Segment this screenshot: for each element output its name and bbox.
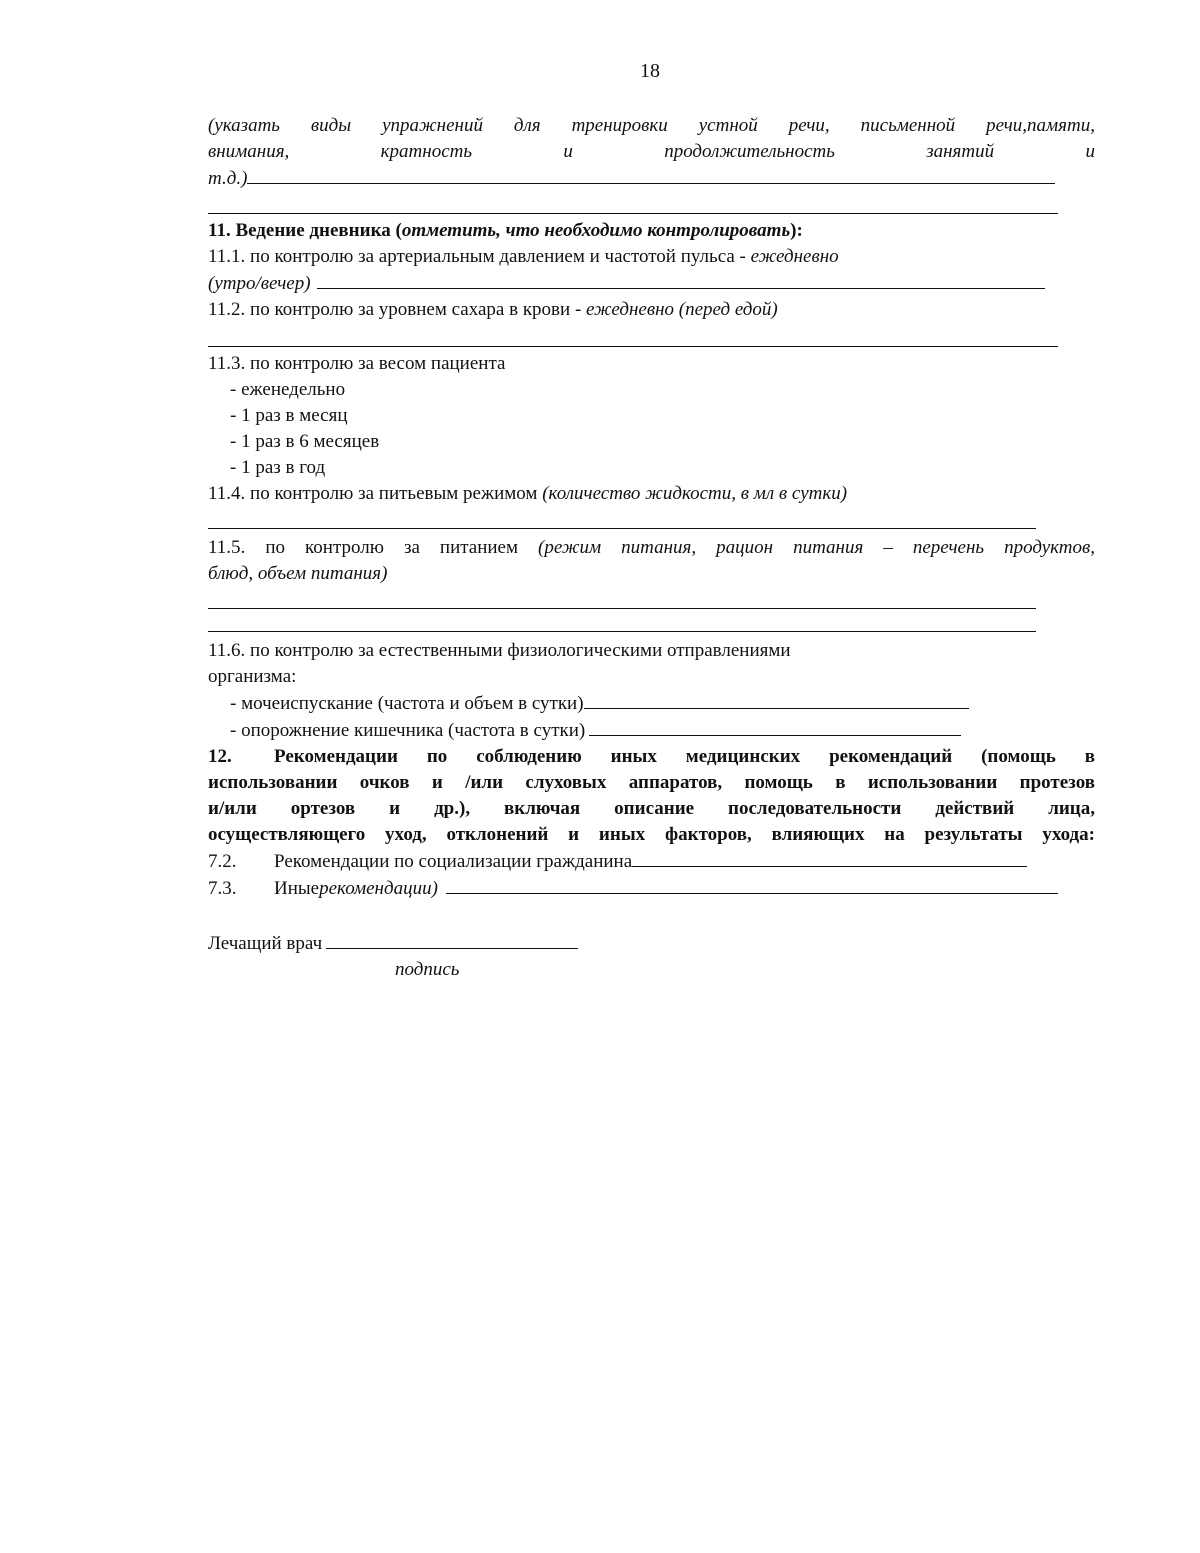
item-11-6-a-text: - мочеиспускание (частота и объем в сутки) bbox=[230, 693, 584, 714]
signature-fill-line[interactable] bbox=[326, 930, 578, 949]
recommendation-7-3 bbox=[208, 875, 1095, 902]
item-11-5 bbox=[208, 535, 1095, 561]
item-11-5-line-2: блюд, объем питания) bbox=[208, 563, 388, 584]
item-11-6-b bbox=[208, 717, 1095, 744]
intro-fill-line[interactable] bbox=[247, 165, 1055, 184]
recommendation-7-3-italic: рекомендации) bbox=[319, 878, 438, 899]
page-number: 18 bbox=[640, 60, 660, 82]
intro-line-2 bbox=[208, 139, 1095, 165]
signature-label: Лечащий врач bbox=[208, 933, 323, 954]
item-11-2-italic: ежедневно (перед едой) bbox=[586, 299, 778, 320]
item-11-1-line-2 bbox=[208, 270, 1095, 297]
signature-row bbox=[208, 930, 578, 957]
intro-word: кратность bbox=[380, 141, 472, 162]
section-12-line-1 bbox=[208, 744, 1095, 770]
item-11-5-text: 11.5. по контролю за питанием bbox=[208, 537, 539, 558]
item-11-5-italic: (режим питания, рацион питания – перечень продуктов, bbox=[538, 537, 1095, 558]
item-11-3-option: - 1 раз в год bbox=[230, 457, 326, 478]
section-12-line-1-text: Рекомендации по соблюдению иных медицинских рекомендаций (помощь в bbox=[274, 746, 1095, 767]
item-11-5-fill-line-2[interactable] bbox=[208, 630, 1036, 632]
item-11-1-text: 11.1. по контролю за артериальным давлением и частотой пульса - bbox=[208, 246, 751, 267]
section-11-heading-start: 11. Ведение дневника ( bbox=[208, 220, 402, 241]
item-11-2-fill-line[interactable] bbox=[208, 345, 1058, 347]
item-11-1-italic: ежедневно bbox=[750, 246, 839, 267]
recommendation-7-3-fill-line[interactable] bbox=[446, 875, 1058, 894]
item-11-4 bbox=[208, 481, 1095, 507]
intro-line-3 bbox=[208, 165, 1095, 192]
section-12-number: 12. bbox=[208, 746, 232, 767]
section-12-line-2: использовании очков и /или слуховых аппаратов, помощь в использовании протезов bbox=[208, 772, 1095, 793]
recommendation-7-3-text: Иные bbox=[274, 878, 320, 899]
item-11-1-fill-line[interactable] bbox=[317, 270, 1045, 289]
intro-word: продолжительность bbox=[664, 141, 835, 162]
item-11-6-a-fill-line[interactable] bbox=[584, 690, 969, 709]
section-11-heading-italic: отметить, что необходимо контролировать bbox=[401, 220, 791, 241]
item-11-6-b-text: - опорожнение кишечника (частота в сутки) bbox=[230, 720, 586, 741]
recommendation-7-3-number: 7.3. bbox=[208, 878, 237, 899]
intro-line-1: (указать виды упражнений для тренировки устной речи, письменной речи,памяти, bbox=[208, 115, 1095, 136]
item-11-3: 11.3. по контролю за весом пациента bbox=[208, 353, 506, 374]
document-body bbox=[208, 113, 1095, 902]
item-11-3-option: - еженедельно bbox=[230, 379, 346, 400]
recommendation-7-2 bbox=[208, 848, 1095, 875]
recommendation-7-2-text: Рекомендации по социализации гражданина bbox=[274, 851, 633, 872]
item-11-1-line-2-text: (утро/вечер) bbox=[208, 273, 311, 294]
recommendation-7-2-number: 7.2. bbox=[208, 851, 237, 872]
intro-line-3-prefix: т.д.) bbox=[208, 168, 248, 189]
section-11-heading bbox=[208, 218, 1095, 244]
section-11-heading-end: ): bbox=[790, 220, 803, 241]
intro-word: и bbox=[563, 141, 573, 162]
item-11-2 bbox=[208, 297, 1095, 323]
item-11-5-fill-line-1[interactable] bbox=[208, 607, 1036, 609]
item-11-4-fill-line[interactable] bbox=[208, 527, 1036, 529]
item-11-4-italic: (количество жидкости, в мл в сутки) bbox=[542, 483, 848, 504]
signature-caption: подпись bbox=[395, 959, 460, 980]
item-11-6-a bbox=[208, 690, 1095, 717]
recommendation-7-2-fill-line[interactable] bbox=[632, 848, 1027, 867]
item-11-6-b-fill-line[interactable] bbox=[589, 717, 961, 736]
intro-word: занятий bbox=[926, 141, 995, 162]
item-11-4-text: 11.4. по контролю за питьевым режимом bbox=[208, 483, 543, 504]
intro-word: и bbox=[1085, 141, 1095, 162]
item-11-3-option: - 1 раз в 6 месяцев bbox=[230, 431, 380, 452]
item-11-6-line-2: организма: bbox=[208, 666, 297, 687]
intro-word: внимания, bbox=[208, 141, 290, 162]
item-11-2-text: 11.2. по контролю за уровнем сахара в крови - bbox=[208, 299, 587, 320]
item-11-3-option: - 1 раз в месяц bbox=[230, 405, 348, 426]
intro-fill-line-2[interactable] bbox=[208, 212, 1058, 214]
item-11-1 bbox=[208, 244, 1095, 270]
section-12-line-4: осуществляющего уход, отклонений и иных факторов, влияющих на результаты ухода: bbox=[208, 824, 1095, 845]
item-11-6: 11.6. по контролю за естественными физиологическими отправлениями bbox=[208, 640, 791, 661]
section-12-line-3: и/или ортезов и др.), включая описание последовательности действий лица, bbox=[208, 798, 1095, 819]
